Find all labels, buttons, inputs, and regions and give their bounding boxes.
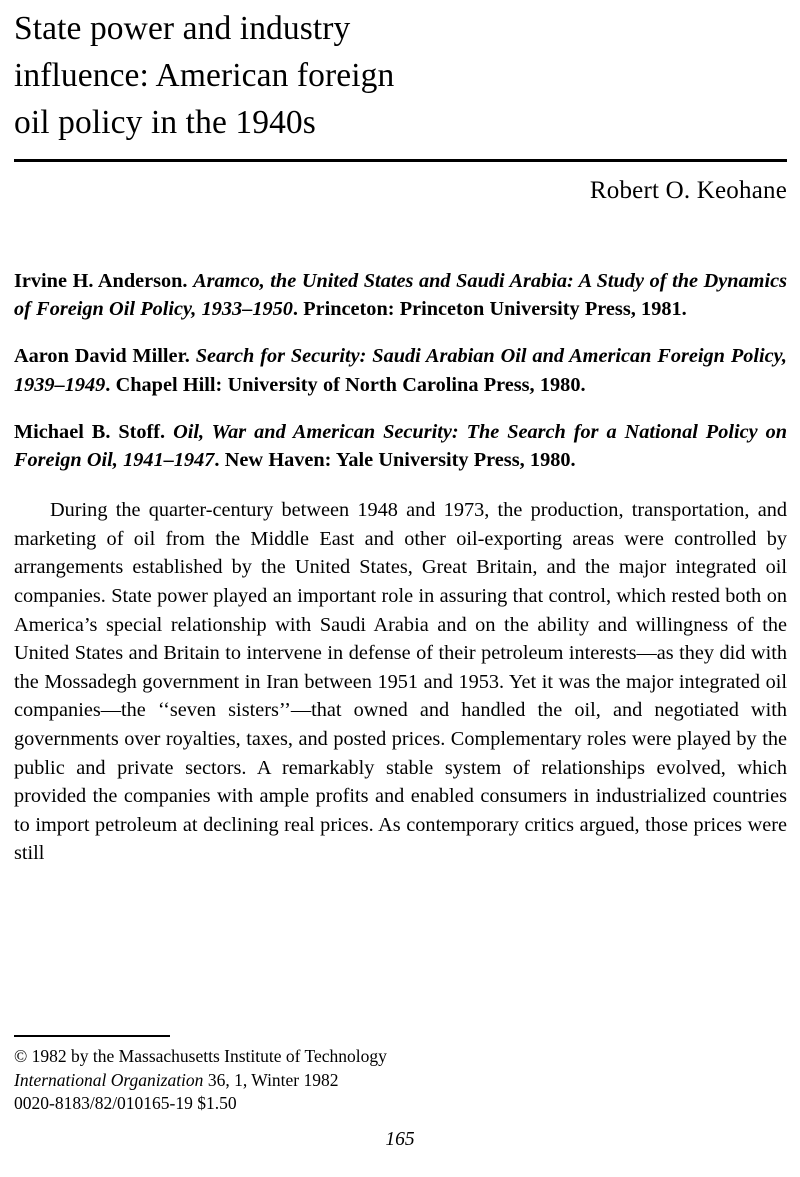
citation-publication: . Princeton: Princeton University Press, 1981. [292, 298, 687, 321]
issn-line: 0020-8183/82/010165-19 $1.50 [14, 1093, 237, 1113]
citation-publication: . Chapel Hill: University of North Carolina Press, 1980. [105, 373, 586, 396]
citation-publication: . New Haven: Yale University Press, 1980. [214, 449, 576, 472]
title-line-3: oil policy in the 1940s [14, 104, 316, 141]
journal-citation [14, 1069, 514, 1093]
footer-divider [14, 1035, 170, 1037]
body-paragraph: During the quarter-century between 1948 and 1973, the production, transportation, and marketing of oil from the Middle East and other oil-exporting areas were controlled by arrangements established by the United States, Great Britain, and the major integrated oil companies. State power played an important role in assuring that control, which rested both on America’s special relationship with Saudi Arabia and on the ability and willingness of the United States and Britain to intervene in defense of their petroleum interests—as they did with the Mossadegh government in Iran between 1951 and 1953. Yet it was the major integrated oil companies—the ‘‘seven sisters’’—that owned and handled the oil, and negotiated with governments over royalties, taxes, and posted prices. Complementary roles were played by the public and private sectors. A remarkably stable system of relationships evolved, which provided the companies with ample profits and enabled consumers in industrialized countries to import petroleum at declining real prices. As contemporary critics argued, those prices were still [14, 499, 787, 865]
title-line-1: State power and industry [14, 10, 351, 47]
title-divider [14, 159, 787, 162]
journal-name: International Organization [14, 1069, 204, 1090]
citation-author: Michael B. Stoff. [14, 420, 174, 443]
citation-author: Aaron David Miller. [14, 345, 196, 368]
citation-title: Oil, War and American Security: The Search for a National Policy on Foreign Oil, 1941–1947 [14, 420, 787, 472]
citation-list [14, 267, 787, 474]
copyright-notice: © 1982 by the Massachusetts Institute of Technology [14, 1046, 387, 1066]
citation-title: Search for Security: Saudi Arabian Oil and American Foreign Policy, 1939–1949 [14, 345, 787, 396]
title-line-2: influence: American foreign [14, 57, 395, 94]
citation-item [14, 418, 787, 474]
citation-item [14, 342, 787, 398]
citation-title: Aramco, the United States and Saudi Arabia: A Study of the Dynamics of Foreign Oil Policy, 1933–1950 [14, 270, 787, 321]
page-number: 165 [385, 1129, 415, 1150]
page-content [14, 0, 787, 868]
journal-issue: 36, 1, Winter 1982 [203, 1069, 339, 1090]
article-body [14, 496, 787, 868]
article-author: Robert O. Keohane [589, 177, 787, 204]
page-title [14, 0, 787, 146]
citation-author: Irvine H. Anderson. [14, 270, 194, 292]
page-footer [14, 1035, 514, 1116]
citation-item [14, 267, 787, 323]
